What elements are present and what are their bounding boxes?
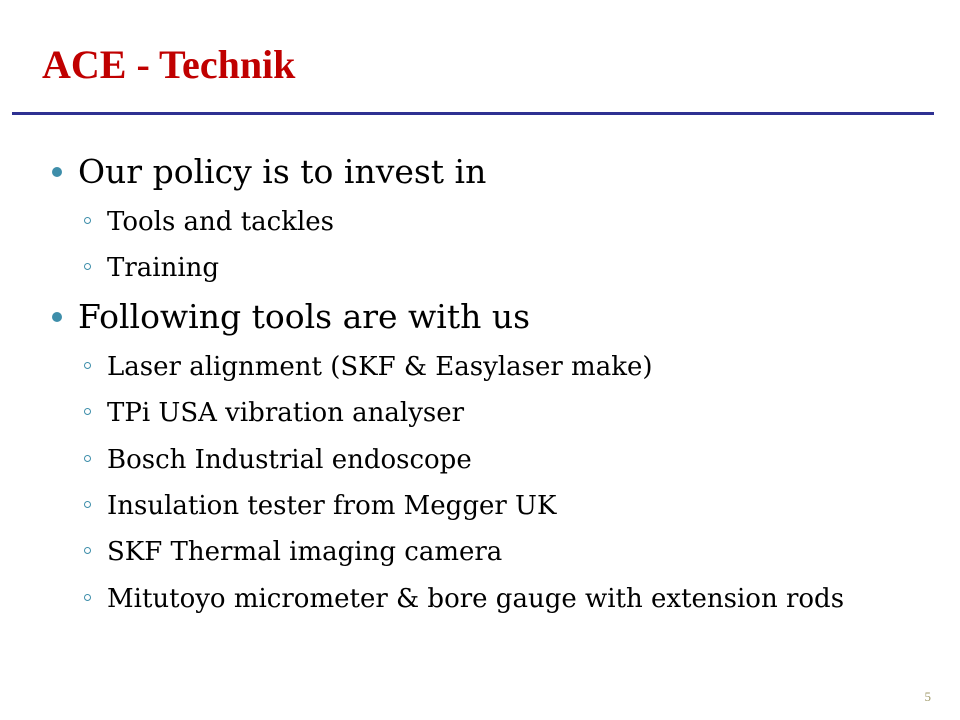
sub-bullet-item	[82, 489, 556, 523]
sub-bullet-item	[82, 396, 464, 430]
bullet-text: Following tools are with us	[78, 297, 531, 336]
bullet-item	[52, 297, 530, 337]
bullet-text: Our policy is to invest in	[78, 152, 487, 191]
sub-bullet-text: Laser alignment (SKF & Easylaser make)	[107, 352, 653, 382]
sub-bullet-item	[82, 535, 502, 569]
sub-bullet-text: TPi USA vibration analyser	[107, 398, 465, 428]
sub-bullet-item	[82, 443, 472, 477]
sub-bullet-text: Training	[107, 253, 220, 283]
sub-bullet-item	[82, 251, 219, 285]
sub-bullet-text: SKF Thermal imaging camera	[107, 537, 503, 567]
sub-bullet-ring-icon	[84, 408, 91, 415]
bullet-dot-icon	[52, 312, 62, 322]
slide-title: ACE - Technik	[42, 42, 296, 87]
sub-bullet-text: Insulation tester from Megger UK	[107, 491, 557, 521]
sub-bullet-ring-icon	[84, 362, 91, 369]
sub-bullet-item	[82, 350, 653, 384]
page-number: 5	[924, 689, 931, 704]
sub-bullet-text: Bosch Industrial endoscope	[107, 445, 472, 475]
sub-bullet-item	[82, 582, 844, 616]
sub-bullet-ring-icon	[84, 547, 91, 554]
sub-bullet-ring-icon	[84, 263, 91, 270]
sub-bullet-text: Tools and tackles	[107, 207, 335, 237]
sub-bullet-ring-icon	[84, 217, 91, 224]
sub-bullet-text: Mitutoyo micrometer & bore gauge with extension rods	[107, 584, 845, 614]
bullet-item	[52, 152, 486, 192]
bullet-dot-icon	[52, 167, 62, 177]
sub-bullet-ring-icon	[84, 455, 91, 462]
sub-bullet-ring-icon	[84, 594, 91, 601]
sub-bullet-ring-icon	[84, 501, 91, 508]
sub-bullet-item	[82, 205, 334, 239]
